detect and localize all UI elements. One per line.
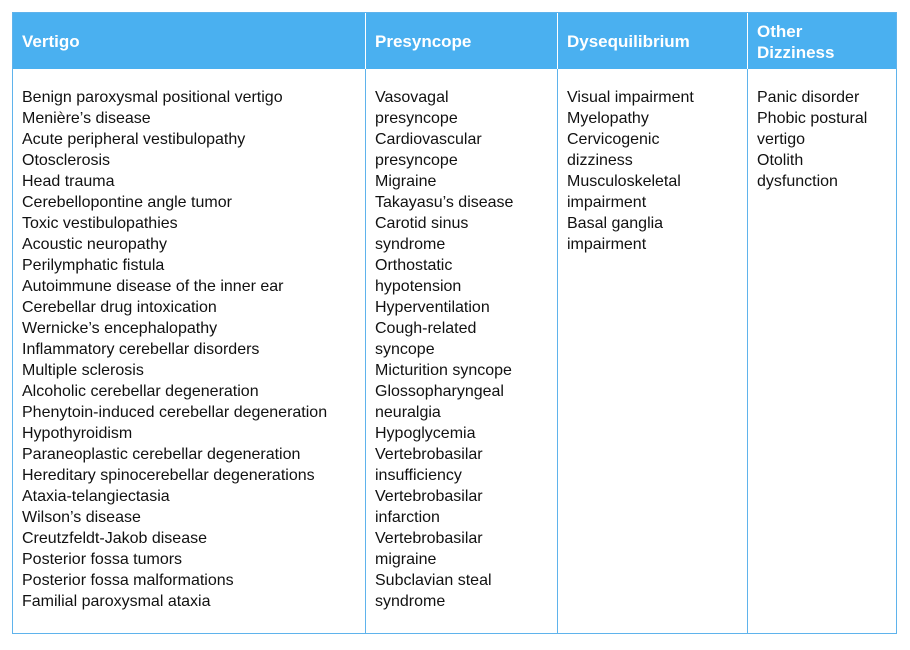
list-item: Phobic postural bbox=[757, 110, 868, 127]
list-item: Menière’s disease bbox=[22, 110, 151, 127]
list-item: Head trauma bbox=[22, 173, 115, 190]
list-item: syndrome bbox=[375, 593, 446, 610]
list-item: Phenytoin-induced cerebellar degeneration bbox=[22, 404, 328, 421]
list-item: impairment bbox=[567, 194, 647, 211]
list-item: Visual impairment bbox=[567, 89, 694, 106]
list-item: dizziness bbox=[567, 152, 633, 169]
column-header bbox=[748, 13, 896, 69]
list-item: Cardiovascular bbox=[375, 131, 482, 148]
condition-list bbox=[757, 87, 896, 192]
list-item: Otosclerosis bbox=[22, 152, 111, 169]
list-item: Subclavian steal bbox=[375, 572, 492, 589]
column-header-label: Vertigo bbox=[22, 32, 80, 51]
column-header-label: Other Dizziness bbox=[757, 21, 835, 62]
list-item: Micturition syncope bbox=[375, 362, 512, 379]
list-item: Familial paroxysmal ataxia bbox=[22, 593, 211, 610]
list-item: Migraine bbox=[375, 173, 437, 190]
list-item: Vasovagal bbox=[375, 89, 449, 106]
list-item: Paraneoplastic cerebellar degeneration bbox=[22, 446, 301, 463]
list-item: presyncope bbox=[375, 152, 458, 169]
condition-list bbox=[22, 87, 365, 612]
list-item: hypotension bbox=[375, 278, 462, 295]
list-item: Hyperventilation bbox=[375, 299, 490, 316]
list-item: Hereditary spinocerebellar degenerations bbox=[22, 467, 315, 484]
list-item: neuralgia bbox=[375, 404, 441, 421]
list-item: infarction bbox=[375, 509, 440, 526]
list-item: Panic disorder bbox=[757, 89, 860, 106]
column-header bbox=[13, 13, 366, 69]
list-item: Takayasu’s disease bbox=[375, 194, 514, 211]
column-body bbox=[748, 69, 896, 633]
list-item: Otolith bbox=[757, 152, 804, 169]
list-item: migraine bbox=[375, 551, 437, 568]
list-item: Vertebrobasilar bbox=[375, 530, 483, 547]
column-header-label: Presyncope bbox=[375, 32, 472, 51]
list-item: Perilymphatic fistula bbox=[22, 257, 165, 274]
list-item: Orthostatic bbox=[375, 257, 453, 274]
condition-list bbox=[375, 87, 557, 612]
column-body bbox=[13, 69, 366, 633]
column-body bbox=[366, 69, 558, 633]
list-item: Alcoholic cerebellar degeneration bbox=[22, 383, 259, 400]
list-item: Benign paroxysmal positional vertigo bbox=[22, 89, 283, 106]
column-header bbox=[366, 13, 558, 69]
dizziness-table bbox=[12, 12, 897, 634]
list-item: Musculoskeletal bbox=[567, 173, 681, 190]
list-item: Posterior fossa tumors bbox=[22, 551, 183, 568]
column-body bbox=[558, 69, 748, 633]
list-item: Acoustic neuropathy bbox=[22, 236, 167, 253]
list-item: impairment bbox=[567, 236, 647, 253]
list-item: Basal ganglia bbox=[567, 215, 664, 232]
list-item: dysfunction bbox=[757, 173, 838, 190]
list-item: Posterior fossa malformations bbox=[22, 572, 234, 589]
list-item: Wernicke’s encephalopathy bbox=[22, 320, 218, 337]
list-item: Cervicogenic bbox=[567, 131, 660, 148]
list-item: Hypoglycemia bbox=[375, 425, 476, 442]
list-item: Hypothyroidism bbox=[22, 425, 133, 442]
list-item: Myelopathy bbox=[567, 110, 649, 127]
list-item: Inflammatory cerebellar disorders bbox=[22, 341, 260, 358]
list-item: insufficiency bbox=[375, 467, 462, 484]
list-item: Ataxia-telangiectasia bbox=[22, 488, 170, 505]
list-item: Vertebrobasilar bbox=[375, 488, 483, 505]
list-item: vertigo bbox=[757, 131, 806, 148]
list-item: Creutzfeldt-Jakob disease bbox=[22, 530, 207, 547]
list-item: Glossopharyngeal bbox=[375, 383, 504, 400]
table-grid bbox=[13, 13, 896, 633]
list-item: Cerebellar drug intoxication bbox=[22, 299, 217, 316]
list-item: syncope bbox=[375, 341, 435, 358]
list-item: Carotid sinus bbox=[375, 215, 469, 232]
list-item: Autoimmune disease of the inner ear bbox=[22, 278, 284, 295]
list-item: syndrome bbox=[375, 236, 446, 253]
list-item: Toxic vestibulopathies bbox=[22, 215, 178, 232]
list-item: Acute peripheral vestibulopathy bbox=[22, 131, 246, 148]
list-item: presyncope bbox=[375, 110, 458, 127]
list-item: Wilson’s disease bbox=[22, 509, 141, 526]
condition-list bbox=[567, 87, 747, 255]
list-item: Multiple sclerosis bbox=[22, 362, 144, 379]
column-header bbox=[558, 13, 748, 69]
list-item: Cough-related bbox=[375, 320, 477, 337]
list-item: Cerebellopontine angle tumor bbox=[22, 194, 232, 211]
list-item: Vertebrobasilar bbox=[375, 446, 483, 463]
column-header-label: Dysequilibrium bbox=[567, 32, 690, 51]
